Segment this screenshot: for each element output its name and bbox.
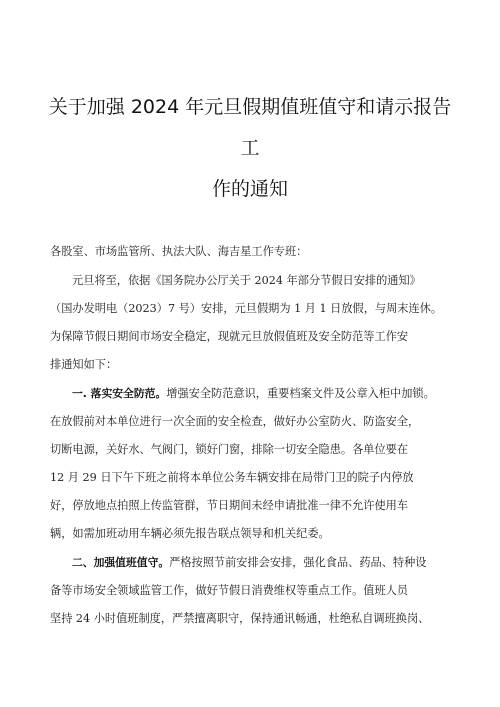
section-1-line-4: 12 月 29 日下午下班之前将本单位公务车辆安排在局带门卫的院子内停放	[50, 471, 414, 484]
document-title-line-1: 关于加强 2024 年元旦假期值班值守和请示报告	[48, 96, 452, 118]
section-1-line-3: 切断电源，关好水、气阀门，锁好门窗，排除一切安全隐患。各单位要在	[50, 443, 409, 456]
document-title-line-2: 工	[240, 137, 260, 159]
section-1-first-line	[72, 385, 435, 401]
section-1-heading: 一. 落实安全防范。	[72, 387, 167, 400]
document-body	[50, 0, 465, 707]
section-2-first-line-text: 严格按照节前安排会安排，强化食品、药品、特种设	[169, 556, 427, 569]
section-1-line-5: 好，停放地点拍照上传监管群，节日期间未经申请批准一律不允许使用车	[50, 499, 409, 512]
intro-line-3: 为保障节假日期间市场安全稳定，现就元旦放假值班及安全防范等工作安	[50, 330, 409, 343]
section-2-line-3: 坚持 24 小时值班制度，严禁擅离职守，保持通讯畅通，杜绝私自调班换岗、	[50, 612, 430, 625]
intro-line-4: 排通知如下：	[50, 358, 118, 371]
salutation: 各股室、市场监管所、执法大队、海吉星工作专班：	[50, 245, 308, 258]
intro-line-2: （国办发明电（2023）7 号）安排，元旦假期为 1 月 1 日放假，与周末连休。	[50, 302, 443, 315]
section-2-first-line	[72, 554, 427, 570]
intro-line-1: 元旦将至，依据《国务院办公厅关于 2024 年部分节假日安排的通知》	[72, 274, 421, 287]
section-2-heading: 二、加强值班值守。	[72, 556, 170, 569]
document-title-line-3: 作的通知	[211, 178, 288, 200]
section-2-line-2: 备等市场安全领域监管工作，做好节假日消费维权等重点工作。值班人员	[50, 584, 409, 597]
section-1-line-2: 在放假前对本单位进行一次全面的安全检查，做好办公室防火、防盗安全，	[50, 415, 420, 428]
section-1-first-line-text: 增强安全防范意识，重要档案文件及公章入柜中加锁。	[166, 387, 435, 400]
section-1-line-6: 辆，如需加班动用车辆必须先报告联点领导和机关纪委。	[50, 527, 330, 540]
